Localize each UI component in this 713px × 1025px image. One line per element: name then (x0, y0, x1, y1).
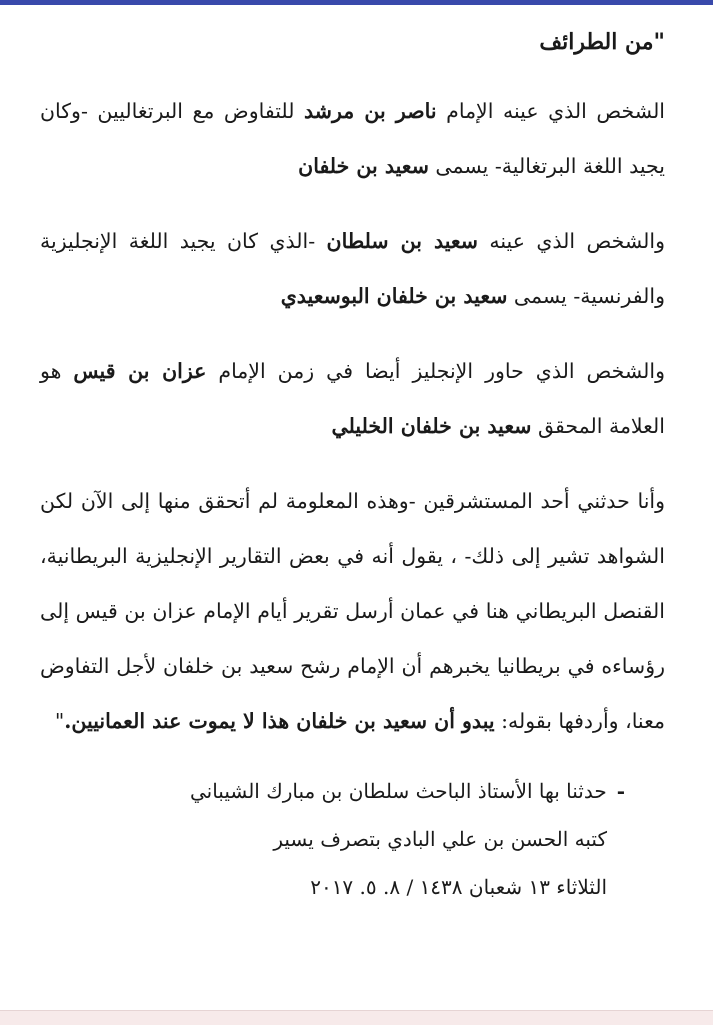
paragraph-text: هو العلامة المحقق (40, 359, 665, 438)
paragraph-text: وأنا حدثني أحد المستشرقين -وهذه المعلومة لم أتحقق منها إلى الآن لكن الشواهد تشير إلى ذلك- ، يقول أنه في بعض التقارير الإنجليزية البريطانية، القنصل البريطاني هنا في عمان أرسل تقرير أيام الإمام عزان بن قيس إلى رؤساءه في بريطانيا يخبرهم أن الإمام رشح سعيد بن خلفان لأجل التفاوض معنا، وأردفها بقوله: (40, 489, 665, 733)
date-text: الثلاثاء ١٣ شعبان ١٤٣٨ / ٨. ٥. ٢٠١٧ (310, 875, 607, 899)
paragraph-text: والشخص الذي عينه (477, 229, 665, 253)
bold-name: يبدو أن سعيد بن خلفان هذا لا يموت عند العمانيين. (64, 709, 495, 733)
narrator-text: حدثنا بها الأستاذ الباحث سلطان بن مبارك الشيباني (189, 779, 607, 803)
bold-name: سعيد بن سلطان (326, 229, 478, 253)
paragraph-text: الشخص الذي عينه الإمام (436, 99, 666, 123)
bottom-bar (0, 1010, 713, 1025)
top-accent-bar (0, 0, 713, 5)
writer-text: كتبه الحسن بن علي البادي بتصرف يسير (273, 827, 607, 851)
credit-dash: - (616, 779, 625, 803)
paragraph (40, 84, 665, 194)
document-body (40, 20, 665, 911)
bold-name: عزان بن قيس (73, 359, 207, 383)
narrator-line (40, 767, 625, 815)
paragraph-text: -الذي كان يجيد اللغة الإنجليزية والفرنسية- يسمى (40, 229, 665, 308)
bold-name: سعيد بن خلفان (298, 154, 429, 178)
writer-line (40, 815, 625, 863)
paragraph (40, 474, 665, 749)
credits (40, 767, 665, 911)
paragraph-text: والشخص الذي حاور الإنجليز أيضا في زمن الإمام (206, 359, 666, 383)
paragraph (40, 214, 665, 324)
bold-name: سعيد بن خلفان الخليلي (331, 414, 532, 438)
paragraph (40, 344, 665, 454)
date-line (40, 863, 625, 911)
paragraph-text: " (54, 709, 65, 733)
bold-name: ناصر بن مرشد (304, 99, 437, 123)
bold-name: سعيد بن خلفان البوسعيدي (280, 284, 508, 308)
document-title: "من الطرائف (539, 29, 665, 55)
paragraphs (40, 84, 665, 749)
paragraph-text: للتفاوض مع البرتغاليين -وكان يجيد اللغة البرتغالية- يسمى (40, 99, 665, 178)
